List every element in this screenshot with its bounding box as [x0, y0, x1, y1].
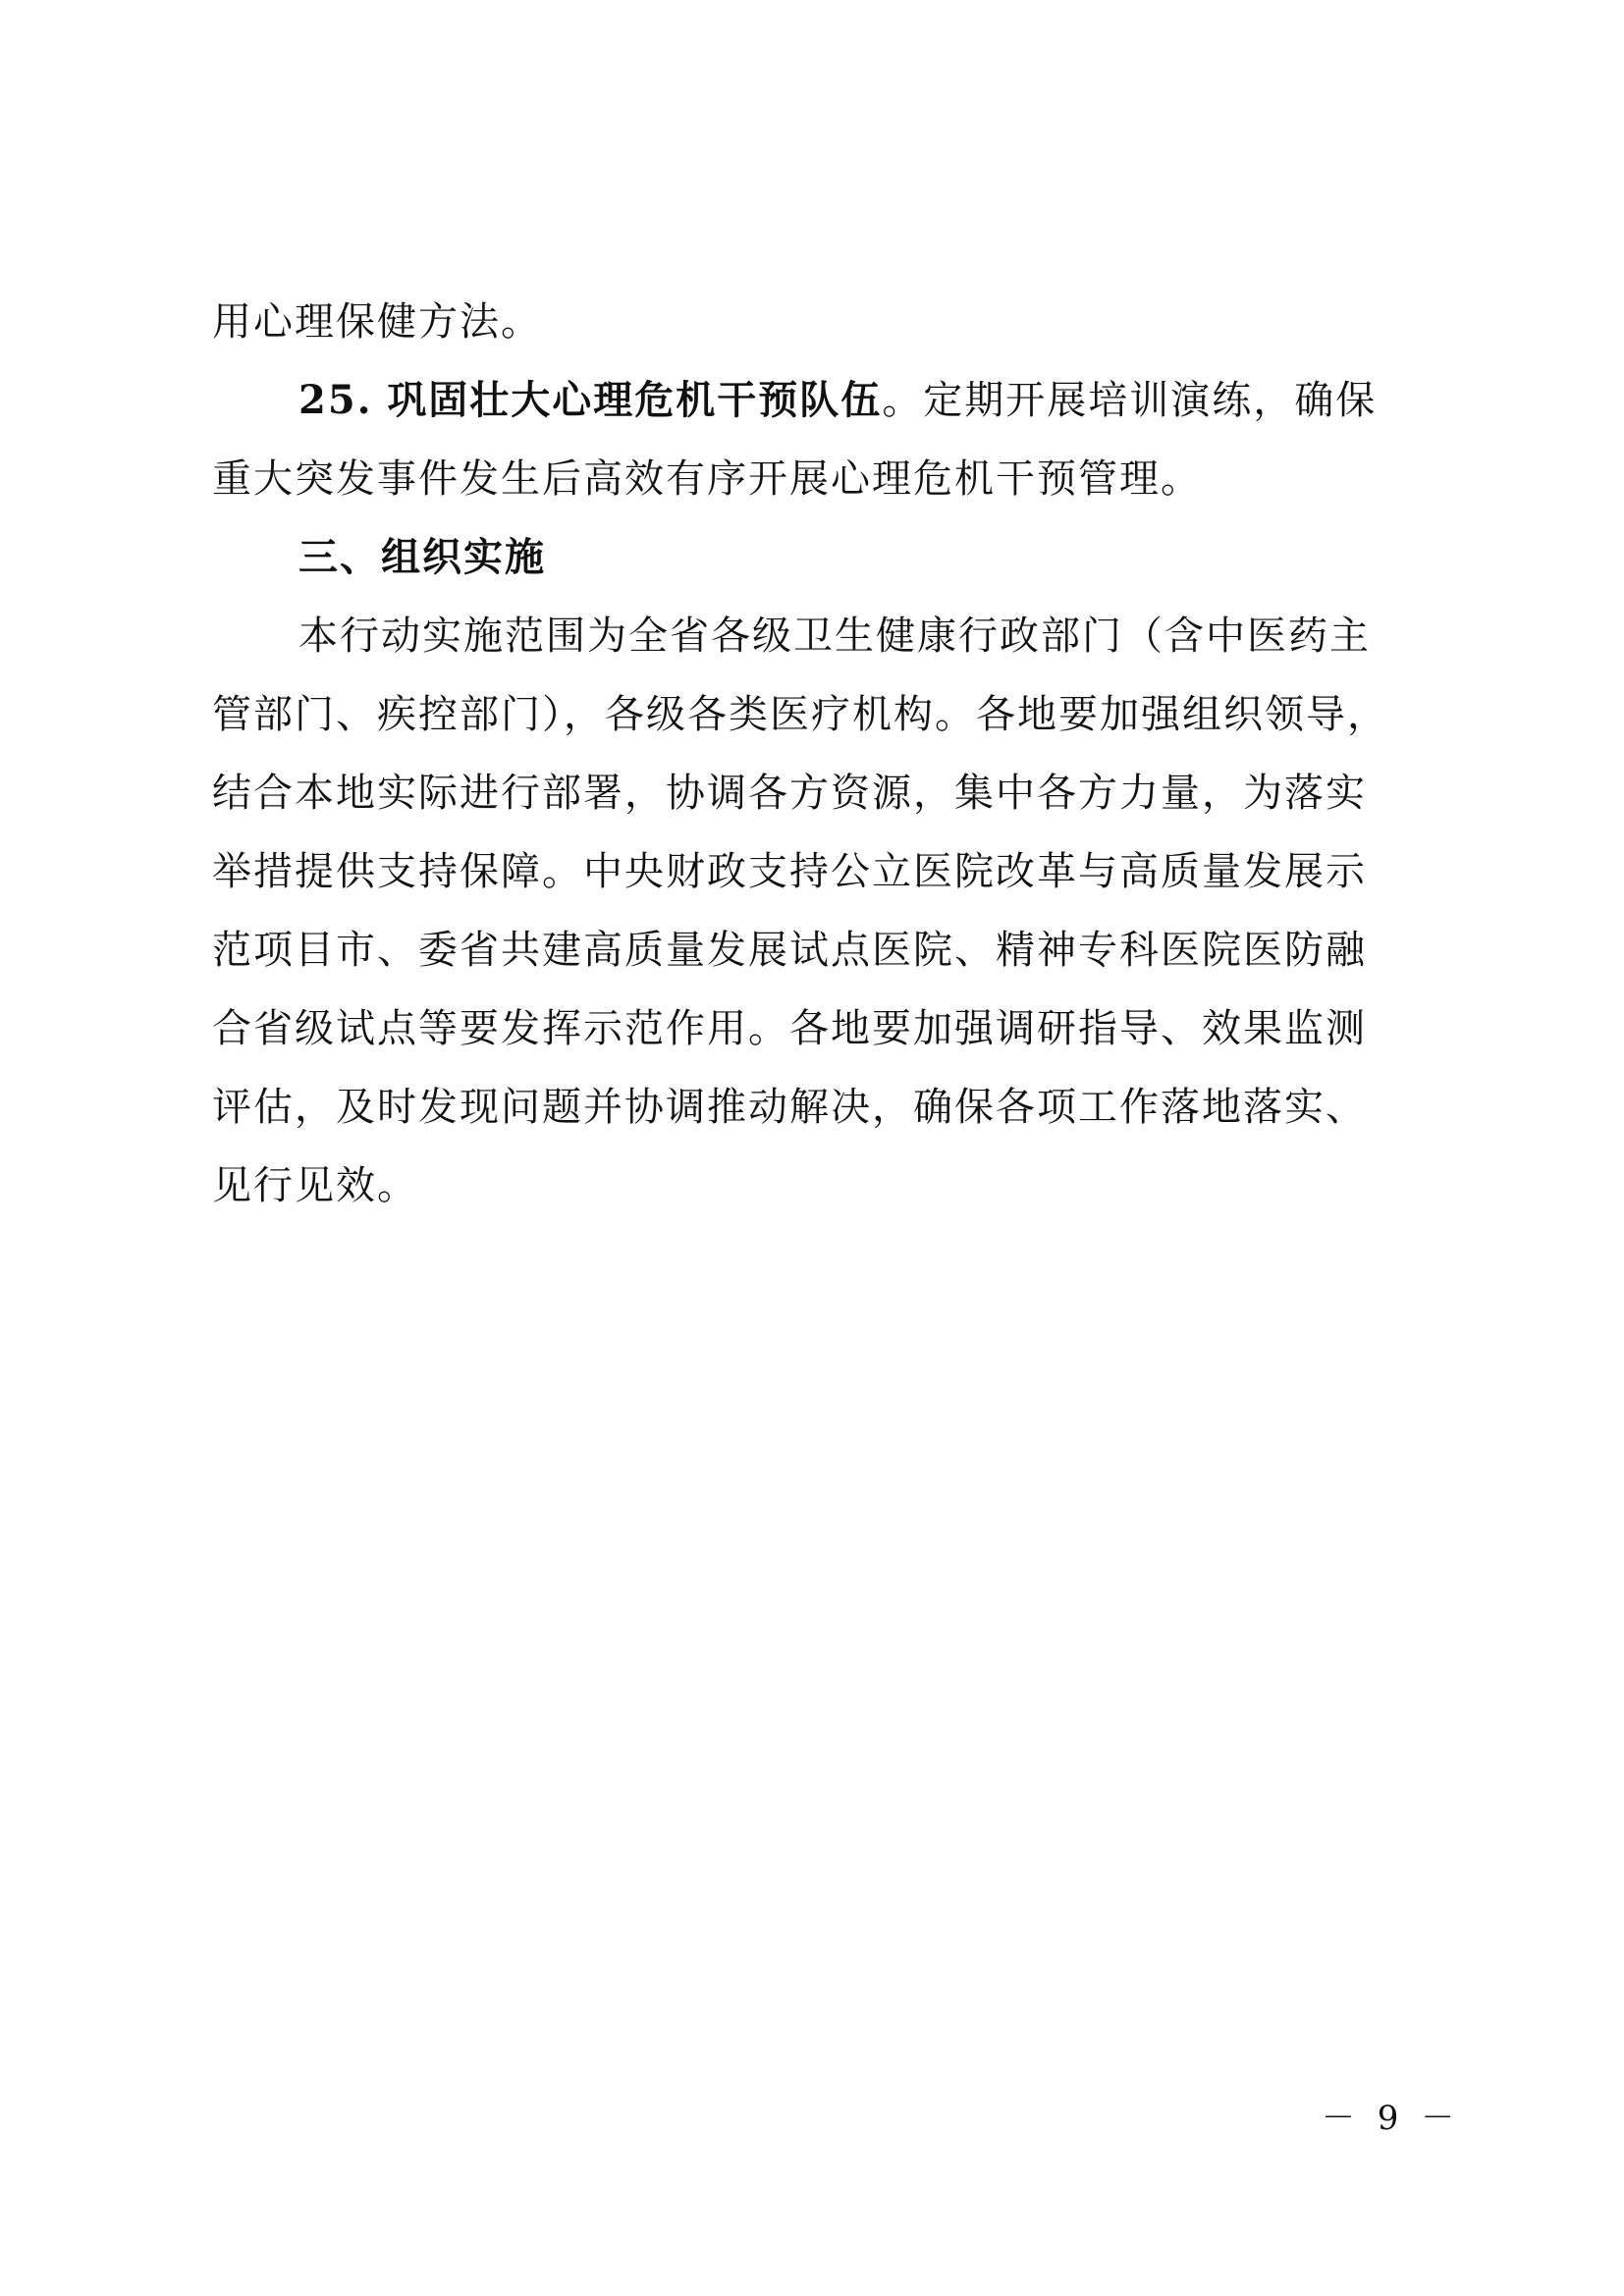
section-paragraph-line: 见行见效。: [212, 1163, 418, 1208]
item-25-title: 巩固壮大心理危机干预队伍: [387, 377, 883, 423]
section-paragraph-line: 本行动实施范围为全省各级卫生健康行政部门（含中医药主: [298, 614, 1371, 659]
item-25-first-line: [212, 361, 1430, 440]
section-heading: 三、组织实施: [298, 535, 546, 580]
section-paragraph-line: 范项目市、委省共建高质量发展试点医院、精神专科医院医防融: [212, 928, 1367, 973]
section-paragraph-line: 管部门、疾控部门），各级各类医疗机构。各地要加强组织领导，: [212, 692, 1388, 737]
item-25-line: 重大突发事件发生后高效有序开展心理危机干预管理。: [212, 456, 1202, 502]
section-paragraph-line: 结合本地实际进行部署，协调各方资源，集中各方力量，为落实: [212, 771, 1367, 816]
item-25-number: 25.: [298, 377, 373, 423]
section-paragraph-line: 举措提供支持保障。中央财政支持公立医院改革与高质量发展示: [212, 849, 1367, 894]
item-25-text: 。定期开展培训演练，确保: [882, 378, 1378, 423]
section-paragraph-line: 评估，及时发现问题并协调推动解决，确保各项工作落地落实、: [212, 1085, 1367, 1130]
section-paragraph-line: 合省级试点等要发挥示范作用。各地要加强调研指导、效果监测: [212, 1006, 1367, 1051]
document-body: [212, 283, 1430, 1225]
continuation-line: 用心理保健方法。: [212, 299, 542, 345]
page-number: － 9 －: [1322, 2099, 1461, 2138]
